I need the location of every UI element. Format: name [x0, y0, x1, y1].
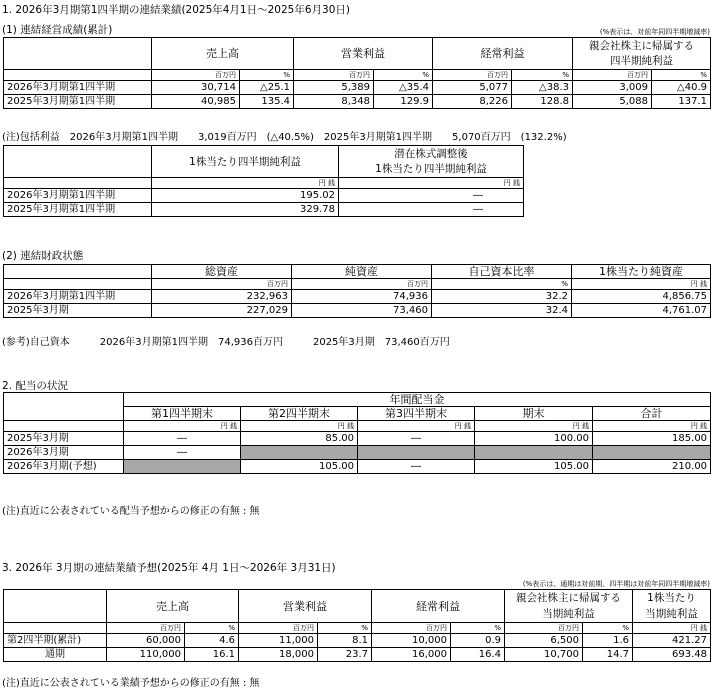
- shaded-cell: [124, 460, 241, 474]
- value-cell: 18,000: [239, 648, 318, 662]
- value-cell: ―: [124, 432, 241, 446]
- fc-col-eps-line2: 当期純利益: [633, 606, 711, 623]
- unit-blank: [4, 279, 152, 290]
- value-cell: 14.7: [583, 648, 633, 662]
- value-cell: ―: [339, 203, 524, 217]
- value-cell: △38.3: [512, 81, 573, 95]
- col-q3-end: 第3四半期末: [358, 407, 475, 421]
- table-row: [4, 446, 711, 460]
- dividends-title: 2. 配当の状況: [2, 380, 68, 392]
- financial-position-table: [3, 264, 711, 318]
- unit-cell: %: [374, 70, 433, 81]
- row-label: 2025年3月期第1四半期: [4, 95, 152, 109]
- value-cell: 210.00: [593, 460, 711, 474]
- unit-cell: 百万円: [292, 279, 432, 290]
- col-total-assets: 総資産: [152, 265, 292, 279]
- equity-reference-note: (参考)自己資本 2026年3月期第1四半期 74,936百万円 2025年3月期 73,460百万円: [2, 337, 450, 348]
- row-label: 2026年3月期: [4, 446, 124, 460]
- value-cell: 195.02: [152, 189, 339, 203]
- value-cell: 4,856.75: [572, 290, 711, 304]
- unit-cell: 百万円: [433, 70, 512, 81]
- value-cell: 10,000: [372, 634, 451, 648]
- value-cell: ―: [124, 446, 241, 460]
- unit-cell: 百万円: [239, 623, 318, 634]
- unit-cell: 円 銭: [633, 623, 711, 634]
- value-cell: 32.2: [432, 290, 572, 304]
- fc-corner: [4, 590, 107, 623]
- results-subtitle: (1) 連結経営成績(累計): [2, 24, 113, 36]
- col-net-assets: 純資産: [292, 265, 432, 279]
- table-row: [4, 203, 524, 217]
- table-row: [4, 304, 711, 318]
- eps-corner: [4, 146, 152, 178]
- unit-cell: 円 銭: [475, 421, 593, 432]
- shaded-cell: [475, 446, 593, 460]
- row-label: 2026年3月期第1四半期: [4, 81, 152, 95]
- value-cell: 3,009: [573, 81, 652, 95]
- value-cell: 23.7: [318, 648, 372, 662]
- eps-table: [3, 145, 524, 217]
- value-cell: ―: [339, 189, 524, 203]
- unit-cell: 百万円: [152, 279, 292, 290]
- value-cell: 693.48: [633, 648, 711, 662]
- col-q2-end: 第2四半期末: [241, 407, 358, 421]
- value-cell: 185.00: [593, 432, 711, 446]
- col-year-end: 期末: [475, 407, 593, 421]
- row-label: 通期: [4, 648, 107, 662]
- value-cell: 8,226: [433, 95, 512, 109]
- row-label: 2026年3月期第1四半期: [4, 290, 152, 304]
- section1-title: 1. 2026年3月期第1四半期の連結業績(2025年4月1日～2025年6月30日): [2, 4, 350, 16]
- unit-cell: %: [240, 70, 294, 81]
- value-cell: 128.8: [512, 95, 573, 109]
- unit-cell: %: [512, 70, 573, 81]
- unit-cell: 円 銭: [241, 421, 358, 432]
- table-row: [4, 648, 711, 662]
- unit-blank: [4, 70, 152, 81]
- percent-note: (%表示は、対前年同四半期増減率): [599, 28, 710, 36]
- value-cell: 30,714: [152, 81, 240, 95]
- unit-blank: [4, 178, 152, 189]
- col-net-income-line2: 四半期純利益: [573, 54, 711, 70]
- unit-blank: [4, 421, 124, 432]
- col-diluted-eps-line2: 1株当たり四半期純利益: [375, 162, 487, 175]
- results-corner: [4, 38, 152, 70]
- row-label: 2025年3月期第1四半期: [4, 203, 152, 217]
- fc-col-operating-income: 営業利益: [239, 590, 372, 623]
- value-cell: 4,761.07: [572, 304, 711, 318]
- unit-cell: %: [583, 623, 633, 634]
- value-cell: ―: [358, 432, 475, 446]
- col-net-income-line1: 親会社株主に帰属する: [573, 38, 711, 54]
- value-cell: 137.1: [652, 95, 711, 109]
- forecast-table: [3, 589, 711, 662]
- value-cell: 100.00: [475, 432, 593, 446]
- value-cell: 0.9: [451, 634, 505, 648]
- value-cell: △40.9: [652, 81, 711, 95]
- col-diluted-eps: [339, 146, 524, 178]
- value-cell: 227,029: [152, 304, 292, 318]
- unit-cell: %: [185, 623, 239, 634]
- value-cell: 8.1: [318, 634, 372, 648]
- comprehensive-income-note: (注)包括利益 2026年3月期第1四半期 3,019百万円 (△40.5%) 2025年3月期第1四半期 5,070百万円 (132.2%): [2, 132, 567, 143]
- col-bps: 1株当たり純資産: [572, 265, 711, 279]
- value-cell: 6,500: [505, 634, 583, 648]
- results-table: [3, 37, 711, 109]
- row-label: 2026年3月期第1四半期: [4, 189, 152, 203]
- fp-corner: [4, 265, 152, 279]
- table-row: [4, 189, 524, 203]
- unit-cell: 円 銭: [572, 279, 711, 290]
- unit-cell: 百万円: [372, 623, 451, 634]
- value-cell: 74,936: [292, 290, 432, 304]
- value-cell: 32.4: [432, 304, 572, 318]
- col-sales: 売上高: [152, 38, 294, 70]
- fc-col-eps-line1: 1株当たり: [633, 590, 711, 607]
- unit-cell: 百万円: [505, 623, 583, 634]
- table-row: [4, 290, 711, 304]
- col-q1-end: 第1四半期末: [124, 407, 241, 421]
- unit-cell: 百万円: [152, 70, 240, 81]
- col-total: 合計: [593, 407, 711, 421]
- table-row: [4, 634, 711, 648]
- shaded-cell: [593, 446, 711, 460]
- forecast-percent-note: (%表示は、通期は対前期、四半期は対前年同四半期増減率): [522, 580, 710, 588]
- col-equity-ratio: 自己資本比率: [432, 265, 572, 279]
- row-label: 第2四半期(累計): [4, 634, 107, 648]
- unit-cell: 百万円: [294, 70, 374, 81]
- value-cell: 129.9: [374, 95, 433, 109]
- value-cell: 60,000: [107, 634, 185, 648]
- row-label: 2025年3月期: [4, 304, 152, 318]
- value-cell: ―: [358, 460, 475, 474]
- value-cell: 105.00: [475, 460, 593, 474]
- value-cell: 73,460: [292, 304, 432, 318]
- unit-cell: 円 銭: [124, 421, 241, 432]
- value-cell: 5,389: [294, 81, 374, 95]
- table-row: [4, 432, 711, 446]
- value-cell: 8,348: [294, 95, 374, 109]
- fc-col-net-income-line1: 親会社株主に帰属する: [505, 590, 633, 607]
- row-label: 2026年3月期(予想): [4, 460, 124, 474]
- dividend-revision-note: (注)直近に公表されている配当予想からの修正の有無 : 無: [2, 506, 260, 517]
- value-cell: 110,000: [107, 648, 185, 662]
- col-ordinary-income: 経常利益: [433, 38, 573, 70]
- unit-cell: %: [652, 70, 711, 81]
- value-cell: 40,985: [152, 95, 240, 109]
- value-cell: 232,963: [152, 290, 292, 304]
- table-row: [4, 95, 711, 109]
- value-cell: 85.00: [241, 432, 358, 446]
- unit-cell: 円 銭: [593, 421, 711, 432]
- unit-blank: [4, 623, 107, 634]
- shaded-cell: [358, 446, 475, 460]
- value-cell: 4.6: [185, 634, 239, 648]
- unit-cell: %: [432, 279, 572, 290]
- table-row: [4, 81, 711, 95]
- value-cell: 11,000: [239, 634, 318, 648]
- dividends-table: [3, 392, 711, 474]
- value-cell: 16,000: [372, 648, 451, 662]
- annual-dividends-header: 年間配当金: [124, 393, 711, 407]
- value-cell: 16.1: [185, 648, 239, 662]
- fc-col-sales: 売上高: [107, 590, 239, 623]
- table-row: [4, 460, 711, 474]
- value-cell: 5,077: [433, 81, 512, 95]
- value-cell: 421.27: [633, 634, 711, 648]
- col-eps: 1株当たり四半期純利益: [152, 146, 339, 178]
- value-cell: 329.78: [152, 203, 339, 217]
- unit-cell: %: [451, 623, 505, 634]
- value-cell: △35.4: [374, 81, 433, 95]
- value-cell: 16.4: [451, 648, 505, 662]
- fc-col-net-income-line2: 当期純利益: [505, 606, 633, 623]
- unit-cell: 円 銭: [358, 421, 475, 432]
- value-cell: 105.00: [241, 460, 358, 474]
- col-diluted-eps-line1: 潜在株式調整後: [394, 147, 468, 160]
- row-label: 2025年3月期: [4, 432, 124, 446]
- value-cell: 135.4: [240, 95, 294, 109]
- forecast-title: 3. 2026年 3月期の連結業績予想(2025年 4月 1日～2026年 3月31日): [2, 562, 336, 574]
- col-operating-income: 営業利益: [294, 38, 433, 70]
- financial-position-subtitle: (2) 連結財政状態: [2, 250, 84, 262]
- div-corner: [4, 393, 124, 421]
- unit-cell: %: [318, 623, 372, 634]
- forecast-revision-note: (注)直近に公表されている業績予想からの修正の有無 : 無: [2, 678, 260, 689]
- unit-cell: 円 銭: [152, 178, 339, 189]
- value-cell: 1.6: [583, 634, 633, 648]
- value-cell: 10,700: [505, 648, 583, 662]
- unit-cell: 百万円: [107, 623, 185, 634]
- fc-col-ordinary-income: 経常利益: [372, 590, 505, 623]
- unit-cell: 百万円: [573, 70, 652, 81]
- shaded-cell: [241, 446, 358, 460]
- value-cell: △25.1: [240, 81, 294, 95]
- value-cell: 5,088: [573, 95, 652, 109]
- unit-cell: 円 銭: [339, 178, 524, 189]
